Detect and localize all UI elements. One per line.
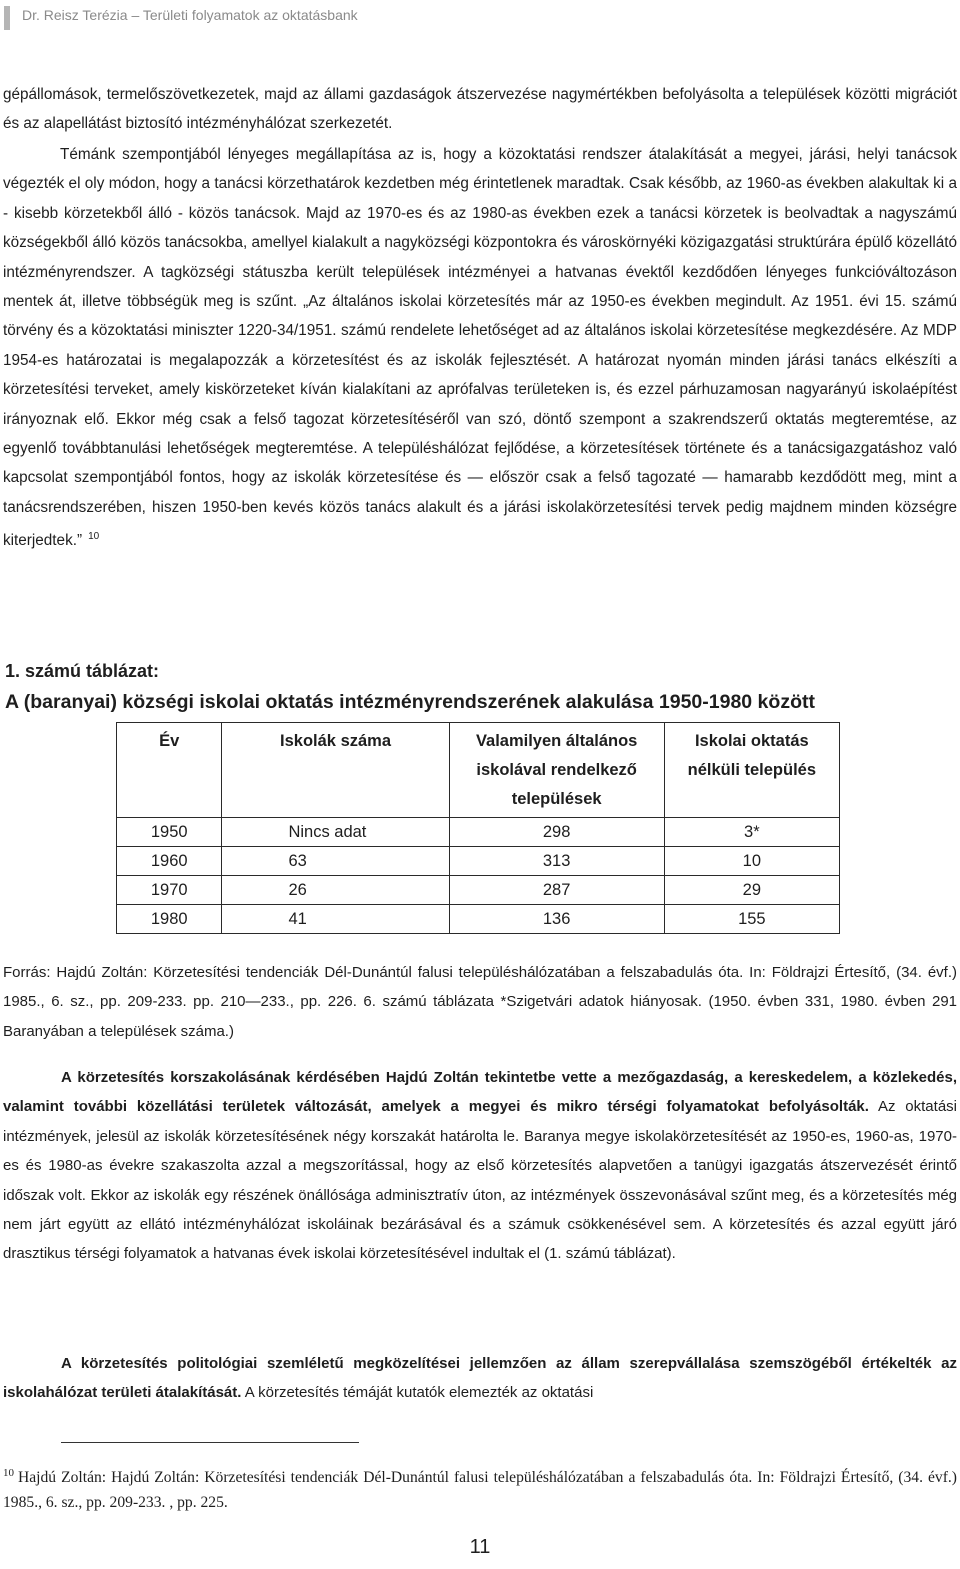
- column-header-without-school: Iskolai oktatás nélküli település: [664, 723, 839, 818]
- header-accent-bar: [4, 6, 10, 30]
- paragraph-4-bold: A körzetesítés politológiai szemléletű megközelítései jellemzően az állam szerepvállalása szemszögéből értékelték az iskolahálózat területi átalakítását.: [3, 1355, 957, 1402]
- page-number: 11: [469, 1536, 491, 1558]
- column-header-year: Év: [117, 723, 222, 818]
- column-header-with-school: Valamilyen általános iskolával rendelkező települések: [449, 723, 664, 818]
- table-row: [117, 847, 840, 876]
- cell-schools: Nincs adat: [222, 818, 449, 847]
- column-header-schools: Iskolák száma: [222, 723, 449, 818]
- table-row: [117, 818, 840, 847]
- footnote-number: 10: [3, 1467, 14, 1479]
- table-title: A (baranyai) községi iskolai oktatás intézményrendszerének alakulása 1950-1980 között: [5, 691, 815, 713]
- footnote: [3, 1461, 957, 1515]
- cell-with-school: 298: [449, 818, 664, 847]
- paragraph-4: [3, 1349, 957, 1408]
- footnote-separator: [61, 1442, 359, 1443]
- footnote-text: Hajdú Zoltán: Hajdú Zoltán: Körzetesítési tendenciák Dél-Dunántúl falusi településhálózatában a felszabadulás óta. In: Földrajzi Értesítő, (34. évf.) 1985., 6. sz., pp. 209-233. , pp. 225.: [3, 1469, 957, 1512]
- footnote-reference[interactable]: 10: [88, 531, 100, 543]
- cell-without-school: 29: [664, 876, 839, 905]
- cell-schools: 26: [222, 876, 449, 905]
- running-header-title: Dr. Reisz Terézia – Területi folyamatok az oktatásbank: [22, 7, 358, 23]
- paragraph-3-bold: A körzetesítés korszakolásának kérdésében Hajdú Zoltán tekintetbe vette a mezőgazdaság, a kereskedelem, a közlekedés, valamint további közellátási területek változását, amelyek a megyei és mikro térségi folyamatokat befolyásolták.: [3, 1069, 957, 1116]
- table-source-note: Forrás: Hajdú Zoltán: Körzetesítési tendenciák Dél-Dunántúl falusi településhálózatában a felszabadulás óta. In: Földrajzi Értesítő, (34. évf.) 1985., 6. sz., pp. 209-233. pp. 210―233., pp. 226. 6. számú táblázata *Szigetvári adatok hiányosak. (1950. évben 331, 1980. évben 291 Baranyában a települések száma.): [3, 964, 957, 1040]
- paragraph-4-text: A körzetesítés témáját kutatók elemezték az oktatási: [241, 1384, 594, 1402]
- cell-year: 1970: [117, 876, 222, 905]
- table-row: [117, 876, 840, 905]
- cell-schools: 63: [222, 847, 449, 876]
- cell-year: 1980: [117, 905, 222, 934]
- paragraph-2: [3, 140, 957, 556]
- table-number: 1. számú táblázat:: [5, 661, 160, 681]
- cell-with-school: 136: [449, 905, 664, 934]
- data-table: [116, 722, 840, 934]
- cell-without-school: 3*: [664, 818, 839, 847]
- table-row: [117, 905, 840, 934]
- paragraph-3-text: Az oktatási intézmények, jelesül az iskolák körzetesítésének négy korszakát határolta le. Baranya megye iskolakörzetesítését az 1950-es, 1960-as, 1970-es és 1980-as évekre szakaszolta azzal a megszorítással, hogy az első körzetesítés alapvetően a tanügyi igazgatás átszervezését érintő időszak volt. Ekkor az iskolák egy részének önállósága adminisztratív úton, az intézmények összevonásával szűnt meg, és a körzetesítés még nem járt együtt az ellátó intézményhálózat iskoláinak bezárásával és a számuk csökkenésével sem. A körzetesítés és azzal együtt járó drasztikus térségi folyamatok a hatvanas évek iskolai körzetesítésével indultak el (1. számú táblázat).: [3, 1098, 957, 1263]
- paragraph-3: [3, 1063, 957, 1269]
- cell-year: 1960: [117, 847, 222, 876]
- paragraph-1: gépállomások, termelőszövetkezetek, majd az állami gazdaságok átszervezése nagymértékben befolyásolta a települések közötti migrációt és az alapellátást biztosító intézményhálózat szerkezetét.: [3, 86, 957, 133]
- cell-with-school: 287: [449, 876, 664, 905]
- cell-without-school: 155: [664, 905, 839, 934]
- cell-schools: 41: [222, 905, 449, 934]
- cell-year: 1950: [117, 818, 222, 847]
- table-header-row: [117, 723, 840, 818]
- paragraph-2-text: Témánk szempontjából lényeges megállapítása az is, hogy a közoktatási rendszer átalakítását a megyei, járási, helyi tanácsok végezték el oly módon, hogy a tanácsi körzethatárok kezdetben még érintetlenek maradtak. Csak később, az 1960-as években alakultak ki a - kisebb körzetekből álló - közös tanácsok. Majd az 1970-es és az 1980-as években ezek a tanácsi körzetek is beolvadtak a nagyszámú községekből álló közös tanácsokba, amellyel kialakult a nagyközségi központokra és városkörnyéki közigazgatási struktúrára épülő közellátó intézményrendszer. A tagközségi státuszba került települések intézményei a hatvanas évektől kezdődően lényeges funkcióváltozáson mentek át, illetve többségük meg is szűnt. „Az általános iskolai körzetesítés már az 1950-es években megindult. Az 1951. évi 15. számú törvény és a közoktatási miniszter 1220-34/1951. számú rendelete lehetőséget ad az általános iskolai körzetesítése megkezdésére. Az MDP 1954-es határozatai is megalapozzák a körzetesítést és az iskolák fejlesztését. A határozat nyomán minden járási tanács elkészíti a körzetesítési terveket, amely kiskörzeteket kíván kialakítani az aprófalvas területeken is, és ezzel párhuzamosan nagyarányú iskolaépítést irányoznak elő. Ekkor még csak a felső tagozat körzetesítéséről van szó, döntő szempont a szakrendszerű oktatás megteremtése, az egyenlő továbbtanulási lehetőségek megteremtése. A településhálózat fejlődése, a körzetesítések története és a tanácsigazgatáshoz való kapcsolat szempontjából fontos, hogy az iskolák körzetesítése és ― először csak a felső tagozaté ― hamarabb kezdődött meg, mint a tanácsrendszerében, hiszen 1950-ben kevés közös tanács alakult és a járási iskolakörzetesítési tervek pedig majdnem minden községre kiterjedtek.”: [3, 146, 957, 550]
- cell-with-school: 313: [449, 847, 664, 876]
- running-header: [0, 0, 960, 36]
- cell-without-school: 10: [664, 847, 839, 876]
